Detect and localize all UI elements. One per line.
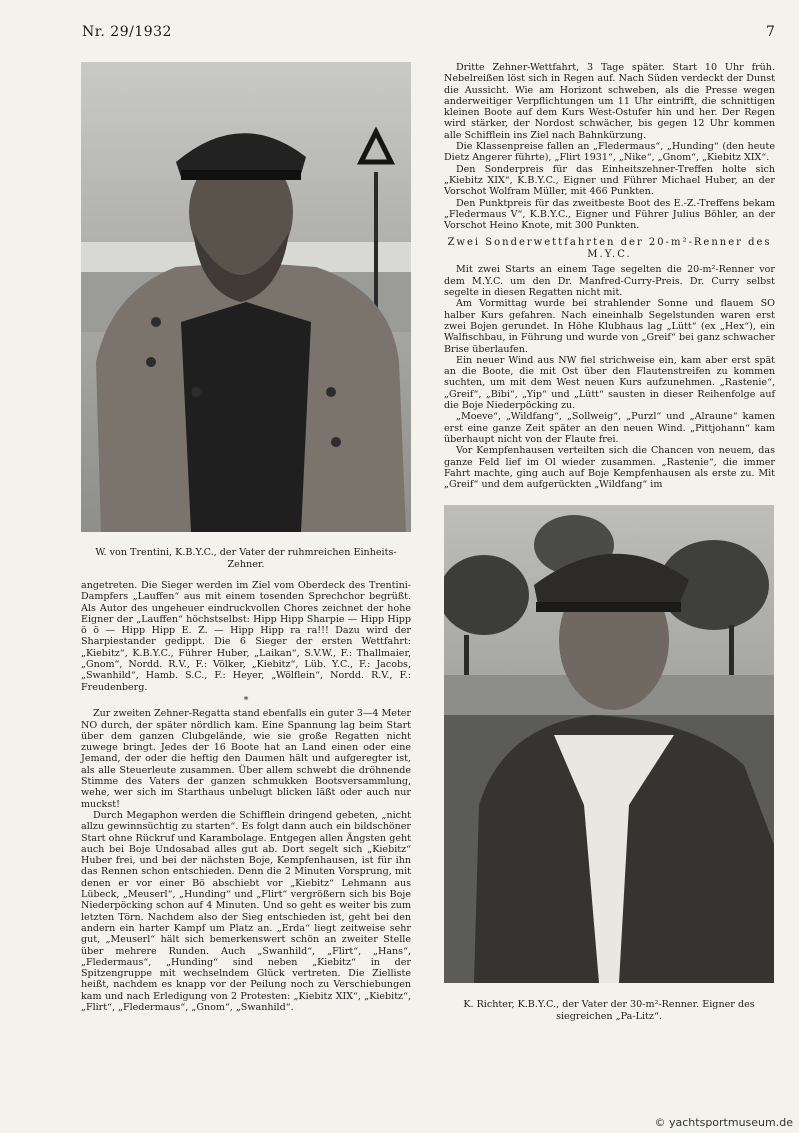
watermark: © yachtsportmuseum.de bbox=[654, 1116, 793, 1129]
page-number: 7 bbox=[766, 24, 776, 40]
photo-trentini-caption: W. von Trentini, K.B.Y.C., der Vater der ruhmreichen Einheits-Zehner. bbox=[95, 547, 397, 570]
left-column bbox=[81, 580, 411, 1013]
paragraph: Die Klassenpreise fallen an „Fledermaus“, „Hunding“ (den heute Dietz Angerer führte), „Flirt 1931“, „Nike“, „Gnom“, „Kiebitz XIX“. bbox=[444, 141, 775, 164]
section-heading: Zwei Sonderwettfahrten der 20-m²-Renner des M.Y.C. bbox=[447, 237, 772, 261]
photo-richter bbox=[444, 505, 774, 983]
separator: * bbox=[243, 694, 249, 706]
paragraph: Am Vormittag wurde bei strahlender Sonne und flauem SO halber Kurs gefahren. Nach eineinhalb Segelstunden waren erst zwei Bojen gerundet. In Höhe Klubhaus lag „Lütt“ (ex „Hex“), ein Walfischbau, in Führung und wurde von „Greif“ bei ganz schwacher Brise überlaufen. bbox=[444, 298, 775, 355]
paragraph: Den Sonderpreis für das Einheitszehner-Treffen holte sich „Kiebitz XIX“, K.B.Y.C., Eigner und Führer Michael Huber, an der Vorschot Wolfram Müller, mit 466 Punkten. bbox=[444, 163, 775, 198]
paragraph: Durch Megaphon werden die Schifflein dringend gebeten, „nicht allzu gewinnsüchtig zu starten“. Es folgt dann auch ein bildschöner Start ohne Rückruf und Karambolage. Entgegen allen Ängsten geht auch bei Boje Undosabad alles gut ab. Dort segelt sich „Kiebitz“ Huber frei, und bei der nächsten Boje, Kempfenhausen, ist für ihn das Rennen schon entschieden. Denn die 2 Minuten Vorsprung, mit denen er vor einer Bö abschiebt vor „Kiebitz“ Lehmann aus Lübeck, „Meuserl“, „Hunding“ und „Flirt“ vergrößern sich bis Boje Niederpöcking schon auf 4 Minuten. Und so geht es weiter bis zum letzten Törn. Nachdem also der Sieg entschieden ist, geht bei den andern ein harter Kampf um Platz an. „Erda“ liegt zeitweise sehr gut, „Meuserl“ hält sich bemerkenswert schön an zweiter Stelle über mehrere Runden. Auch „Swanhild“, „Flirt“, „Hans“, „Fledermaus“, „Hunding“ sind neben „Kiebitz“ in der Spitzengruppe mit wechselndem Glück vertreten. Die Zielliste heißt, nachdem es knapp vor der Peilung noch zu Verschiebungen kam und nach Erledigung von 2 Protesten: „Kiebitz XIX“, „Kiebitz“, „Flirt“, „Fledermaus“, „Gnom“, „Swanhild“. bbox=[81, 809, 411, 1013]
paragraph: Den Punktpreis für das zweitbeste Boot des E.-Z.-Treffens bekam „Fledermaus V“, K.B.Y.C., Eigner und Führer Julius Böhler, an der Vorschot Heino Knote, mit 300 Punkten. bbox=[444, 197, 775, 232]
paragraph: „Moeve“, „Wildfang“, „Sollweig“, „Purzl“ und „Alraune“ kamen erst eine ganze Zeit später an den neuen Wind. „Pittjohann“ kam überhaupt nicht von der Flaute frei. bbox=[444, 411, 775, 445]
issue-number: Nr. 29/1932 bbox=[82, 24, 172, 40]
paragraph: Vor Kempfenhausen verteilten sich die Chancen von neuem, das ganze Feld lief im Ol wieder zusammen. „Rastenie“, die immer Fahrt machte, ging auch auf Boje Kempfenhausen als erste zu. Mit „Greif“ und dem aufgerückten „Wildfang“ im bbox=[444, 445, 775, 491]
photo-trentini bbox=[81, 62, 411, 532]
paragraph: Ein neuer Wind aus NW fiel strichweise ein, kam aber erst spät an die Boote, die mit Ost über den Flautenstreifen zu kommen suchten, um mit dem West neuen Kurs aufzunehmen. „Rastenie“, „Greif“, „Bibi“, „Yip“ und „Lütt“ sausten in dieser Reihenfolge auf die Boje Niederpöcking zu. bbox=[444, 354, 775, 412]
paragraph: angetreten. Die Sieger werden im Ziel vom Oberdeck des Trentini-Dampfers „Lauffen“ aus mit einem tosenden Sprechchor begrüßt. Als Autor des ungeheuer eindruckvollen Chores zeichnet der hohe Eigner der „Lauffen“ höchstselbst: Hipp Hipp Sharpie — Hipp Hipp ö ö — Hipp Hipp E. Z. — Hipp Hipp ra ra!!! Dazu wird der Sharpiestander gedippt. Die 6 Sieger der ersten Wettfahrt: „Kiebitz“, K.B.Y.C., Führer Huber, „Laikan“, S.V.W., F.: Thallmaier, „Gnom“, Nordd. R.V., F.: Völker, „Kiebitz“, Lüb. Y.C., F.: Jacobs, „Swanhild“, Hamb. S.C., F.: Heyer, „Wölflein“, Nordd. R.V., F.: Freudenberg. bbox=[81, 580, 411, 693]
photo-richter-caption: K. Richter, K.B.Y.C., der Vater der 30-m²-Renner. Eigner des siegreichen „Pa-Litz“. bbox=[463, 999, 755, 1022]
right-column bbox=[444, 62, 775, 490]
paragraph: Zur zweiten Zehner-Regatta stand ebenfalls ein guter 3—4 Meter NO durch, der später nördlich kam. Eine Spannung lag beim Start über dem ganzen Clubgelände, wie sie große Regatten nicht zuwege bringt. Jedes der 16 Boote hat an Land einen oder eine Jemand, der oder die heftig den Daumen hält und aufgeregter ist, als alle Steuerleute zusammen. Über allem schwebt die dröhnende Stimme des Vaters der ganzen schmukken Bootsversammlung, wehe, wer sich im Starthaus unbelugt blicken läßt oder auch nur muckst! bbox=[81, 708, 411, 810]
paragraph: Dritte Zehner-Wettfahrt, 3 Tage später. Start 10 Uhr früh. Nebelreißen löst sich in Regen auf. Nach Süden verdeckt der Dunst die Aussicht. Wie am Horizont schweben, als die Presse wegen anderweitiger Verpflichtungen um 11 Uhr eintrifft, die schnittigen kleinen Boote auf dem Kurs West-Ostufer hin und her. Der Regen wird stärker, der Nordost schwächer, bis gegen 12 Uhr kommen alle Schifflein ins Ziel nach Bahnkürzung. bbox=[444, 62, 775, 141]
paragraph: Mit zwei Starts an einem Tage segelten die 20-m²-Renner vor dem M.Y.C. um den Dr. Manfred-Curry-Preis. Dr. Curry selbst segelte in diesen Regatten nicht mit. bbox=[444, 264, 775, 299]
